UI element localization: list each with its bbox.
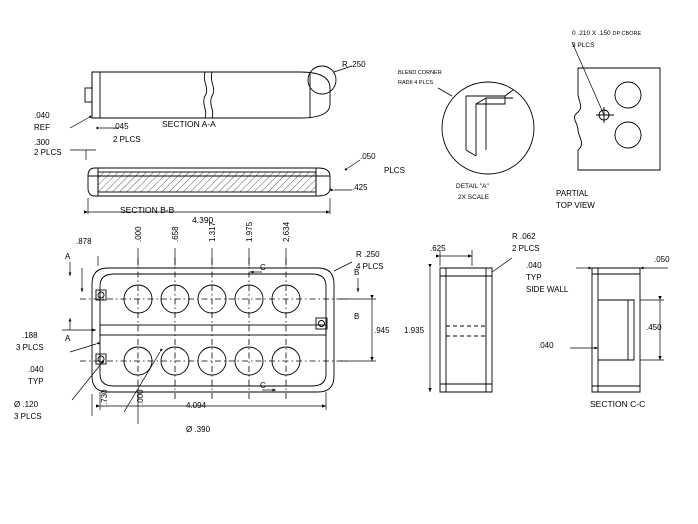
section-letter-a-top: A <box>65 252 71 261</box>
dim-plcs-section-bb: PLCS <box>384 166 405 175</box>
dim-040-section-aa: .040 <box>34 111 50 120</box>
note-cbore-line1 <box>572 30 641 37</box>
dim-side-wall-section-cc: SIDE WALL <box>526 285 569 294</box>
dim-r062-end-view: R .062 <box>512 232 536 241</box>
view-label-section-cc: SECTION C-C <box>590 399 646 409</box>
dim-045-section-aa: .045 <box>113 122 129 131</box>
section-bb-geometry <box>88 168 330 196</box>
dim-4094-plan: 4.094 <box>186 401 207 410</box>
dim-dia120-plcs-plan: 3 PLCS <box>14 412 42 421</box>
dim-045-plcs-section-aa: 2 PLCS <box>113 135 141 144</box>
dim-625-end-view: .625 <box>430 244 446 253</box>
partial-top-view-geometry <box>572 42 660 170</box>
section-aa-geometry <box>85 66 352 118</box>
detail-a-geometry <box>438 82 534 174</box>
view-label-partial-top-2: TOP VIEW <box>556 201 595 210</box>
section-cc-geometry <box>592 268 640 392</box>
view-label-section-bb: SECTION B-B <box>120 205 175 215</box>
dim-658-plan: .658 <box>171 226 180 242</box>
dim-r250-plcs-plan: 4 PLCS <box>356 262 384 271</box>
section-letter-a-bottom: A <box>65 334 71 343</box>
dim-188-plcs-plan: 3 PLCS <box>16 343 44 352</box>
note-cbore-dp: DP CBORE <box>612 31 642 37</box>
dim-425-section-bb: .425 <box>352 183 368 192</box>
dim-r062-plcs-end-view: 2 PLCS <box>512 244 540 253</box>
dim-r250-plan: R .250 <box>356 250 380 259</box>
dim-050-section-cc: .050 <box>654 255 670 264</box>
dim-945-plan: .945 <box>374 326 390 335</box>
centerlines <box>80 258 350 402</box>
dim-300-plcs-section-aa: 2 PLCS <box>34 148 62 157</box>
dim-050-section-bb: .050 <box>360 152 376 161</box>
section-letter-b-bottom: B <box>354 312 360 321</box>
dim-1975-plan: 1.975 <box>245 221 254 242</box>
view-label-partial-top-1: PARTIAL <box>556 189 589 198</box>
dim-040-section-cc-top: .040 <box>526 261 542 270</box>
note-blend-corner-line2: RADII 4 PLCS <box>398 80 434 86</box>
dim-040-typ-plan: TYP <box>28 377 44 386</box>
end-view-geometry <box>440 258 512 392</box>
dim-730-plan: .730 <box>100 389 109 405</box>
view-label-section-aa: SECTION A-A <box>162 119 216 129</box>
dim-040-plan: .040 <box>28 365 44 374</box>
detail-a-scale: 2X SCALE <box>458 194 490 201</box>
dim-dia390-plan: Ø .390 <box>186 425 211 434</box>
dim-dia120-plan: Ø .120 <box>14 400 39 409</box>
dim-188-plan: .188 <box>22 331 38 340</box>
section-letter-c-bottom: C <box>260 381 266 390</box>
note-cbore-text: 0 .210 X .150 <box>572 30 611 37</box>
dim-1317-plan: 1.317 <box>208 221 217 242</box>
dim-000-bottom-plan: .000 <box>136 389 145 405</box>
dim-300-section-aa: .300 <box>34 138 50 147</box>
dim-4390: 4.390 <box>192 215 214 225</box>
section-letter-c-top: C <box>260 263 266 272</box>
dim-r250-section-aa: R .250 <box>342 60 366 69</box>
dim-1935-end-view: 1.935 <box>404 326 425 335</box>
section-letter-b-top: B <box>354 268 360 277</box>
view-label-detail-a: DETAIL "A" <box>456 183 489 190</box>
plan-view-geometry <box>92 262 352 392</box>
dim-ref-section-aa: REF <box>34 123 50 132</box>
dim-040-section-cc-bottom: .040 <box>538 341 554 350</box>
dim-2634-plan: 2.634 <box>282 221 291 242</box>
dim-450-section-cc: .450 <box>646 323 662 332</box>
dim-000-top-plan: .000 <box>134 226 143 242</box>
dim-878-plan: .878 <box>76 237 92 246</box>
note-blend-corner-line1: BLEND CORNER <box>398 70 442 76</box>
note-cbore-line2: 3 PLCS <box>572 42 595 49</box>
dim-typ-section-cc: TYP <box>526 273 542 282</box>
